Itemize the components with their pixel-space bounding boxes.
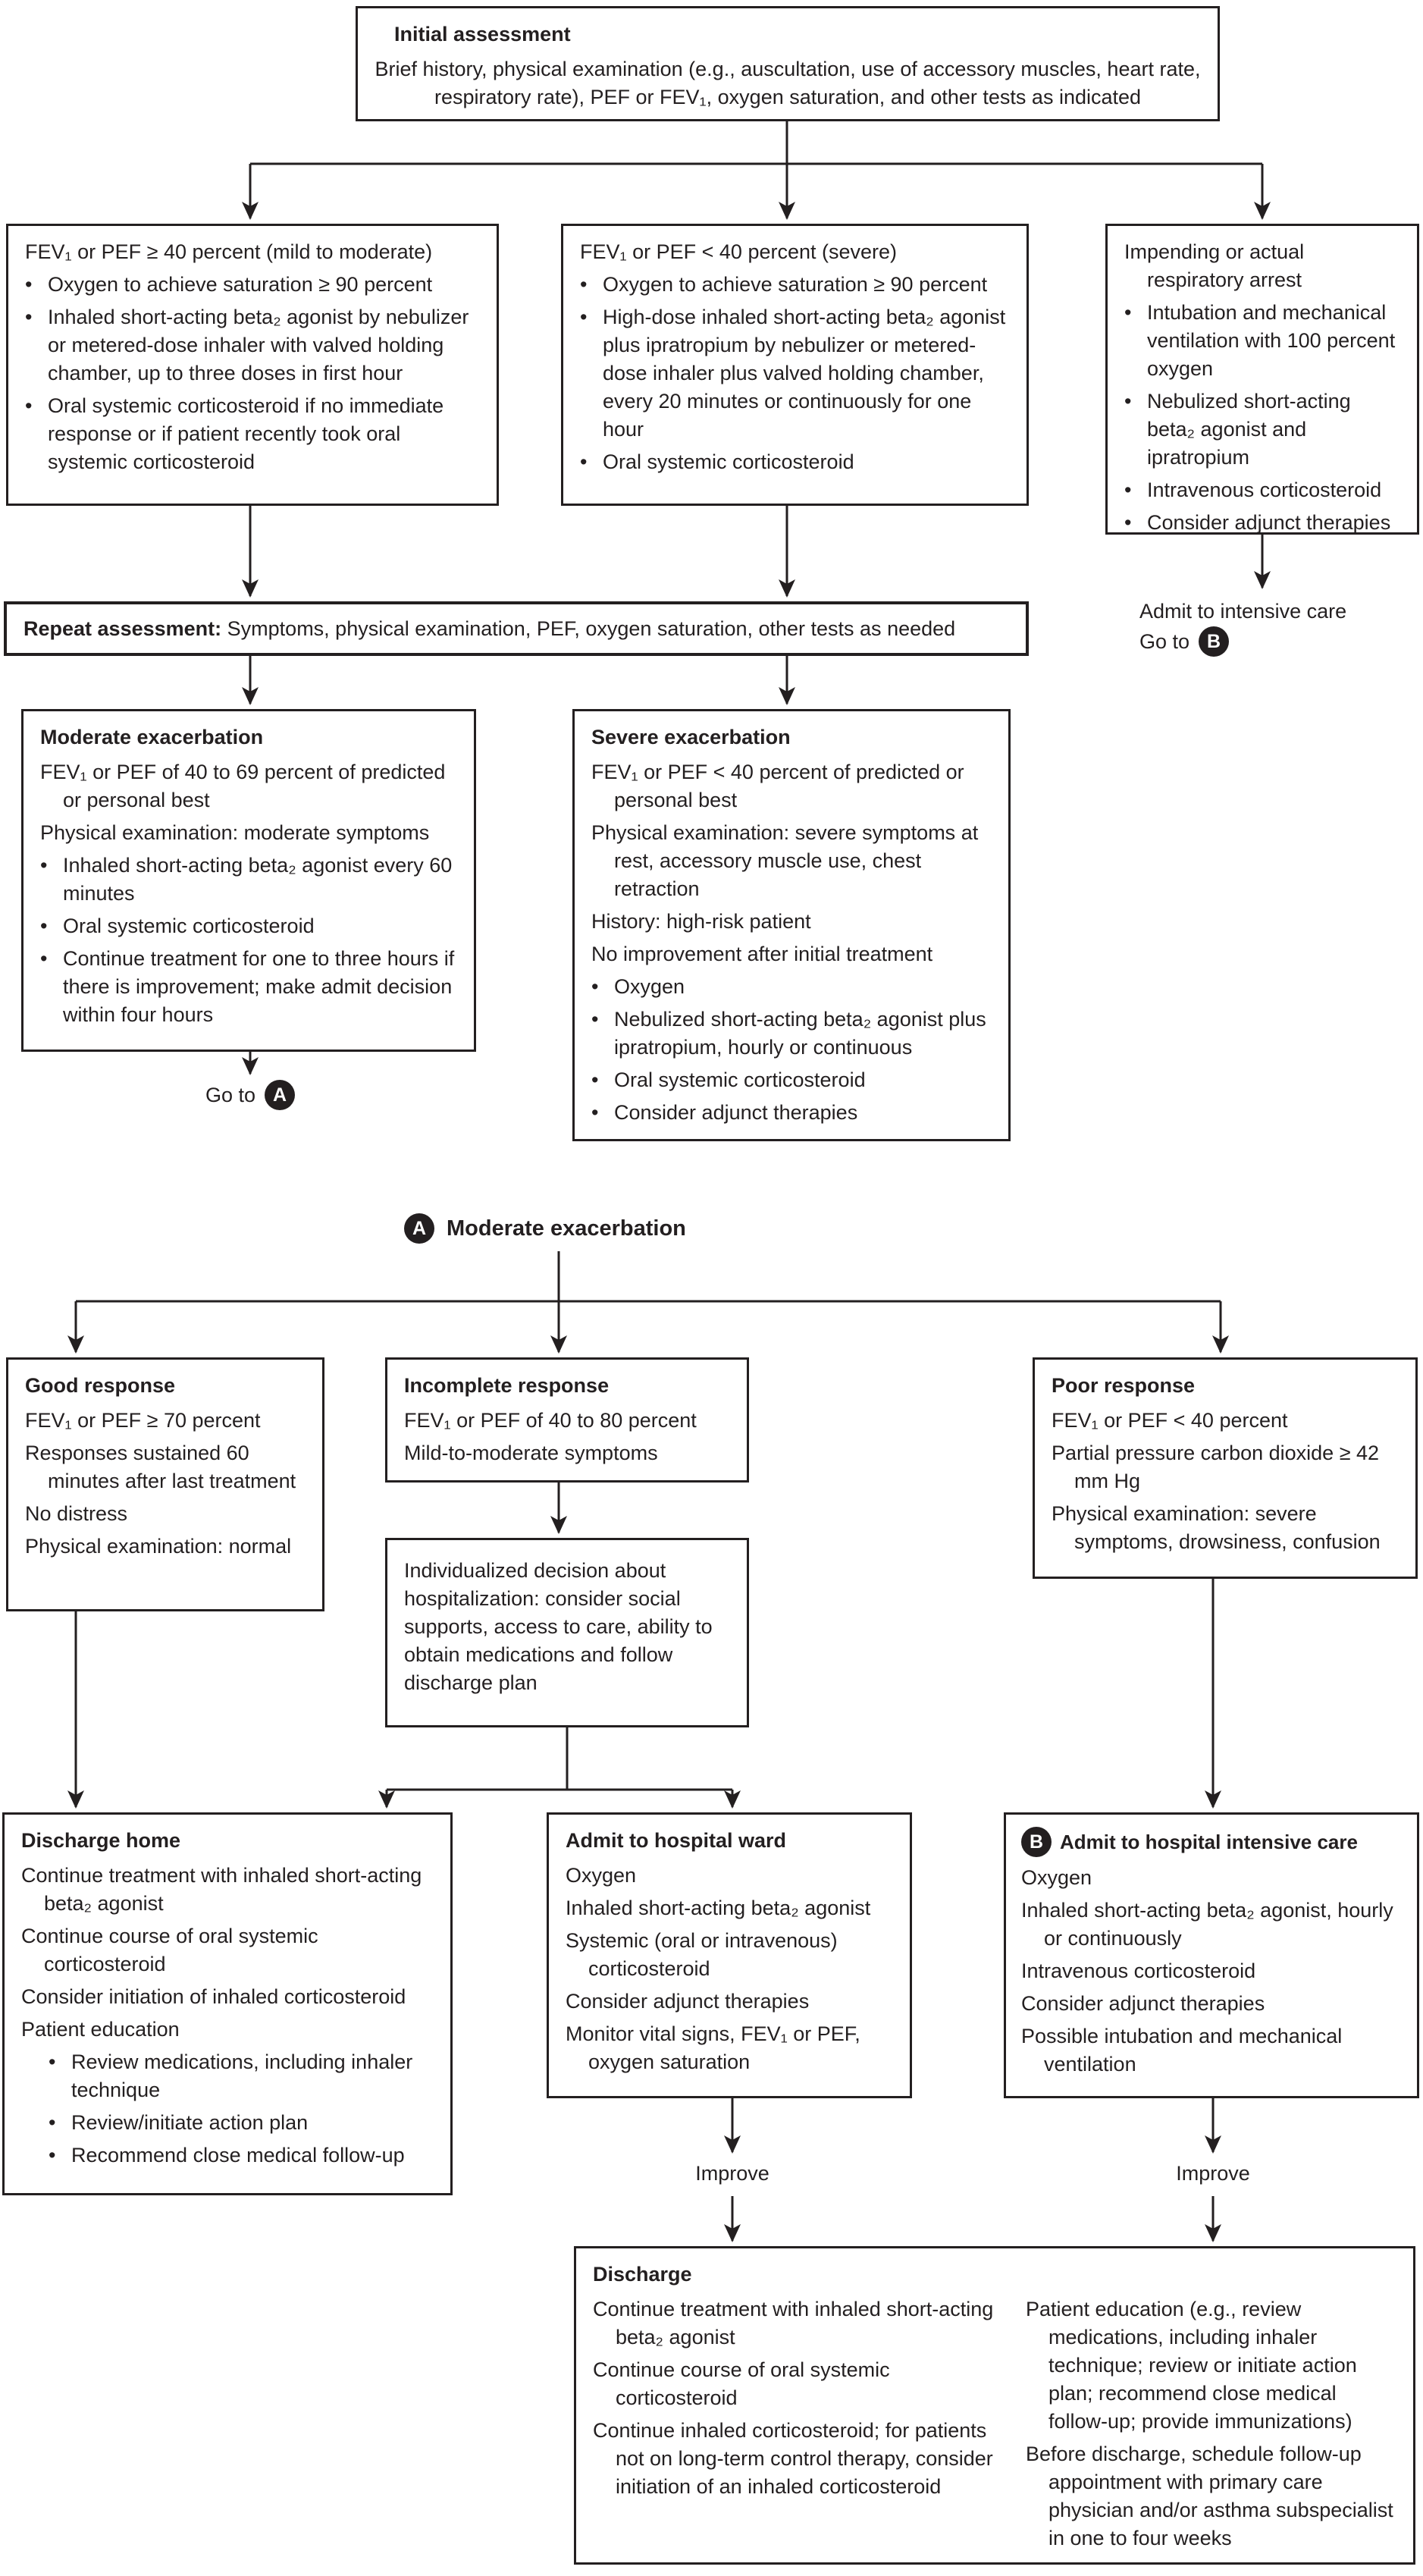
text-line: Monitor vital signs, FEV₁ or PEF, oxygen saturation: [566, 2022, 860, 2073]
text-line: FEV₁ or PEF ≥ 40 percent (mild to moderate): [25, 240, 433, 263]
text-line: FEV₁ or PEF < 40 percent of predicted or personal best: [591, 761, 964, 811]
text-line: Individualized decision about hospitalization: consider social supports, access to care, ability to obtain medications and follow discharge plan: [404, 1559, 713, 1694]
box-title: Admit to hospital ward: [566, 1829, 787, 1852]
badge-a-icon: A: [404, 1213, 434, 1244]
bullet-icon: •: [40, 915, 48, 937]
repeat-assessment-text: [24, 615, 955, 643]
bullet-icon: •: [1124, 390, 1132, 413]
box-title: Discharge: [593, 2263, 692, 2286]
text-line: Continue treatment with inhaled short-acting beta₂ agonist: [593, 2298, 994, 2349]
bullet-item: • Recommend close medical follow-up: [49, 2141, 434, 2170]
text-line: No distress: [25, 1502, 128, 1525]
text-line: FEV₁ or PEF < 40 percent (severe): [580, 240, 898, 263]
text-line: Continue course of oral systemic corticosteroid: [21, 1925, 318, 1975]
discharge-box: [574, 2246, 1415, 2565]
bullet-icon: •: [591, 1008, 599, 1031]
bullet-icon: •: [591, 1068, 599, 1091]
column-1: [593, 2295, 1006, 2552]
goto-b-text: Go to: [1139, 630, 1190, 653]
moderate-exacerbation-box: [21, 709, 476, 1052]
bullet-icon: •: [580, 273, 588, 296]
bullet-icon: •: [1124, 301, 1132, 324]
bullet-icon: •: [25, 306, 33, 328]
text-line: Before discharge, schedule follow-up appointment with primary care physician and/or asthma subspecialist in one to four weeks: [1026, 2443, 1393, 2549]
badge-b-icon: B: [1021, 1827, 1052, 1857]
text-line: Physical examination: moderate symptoms: [40, 821, 430, 844]
individualized-decision-box: [385, 1538, 749, 1727]
box-title: Severe exacerbation: [591, 726, 791, 748]
good-response-box: [6, 1357, 324, 1611]
box-title: Initial assessment: [394, 23, 571, 45]
text-line: Oxygen: [566, 1864, 637, 1887]
text-line: No improvement after initial treatment: [591, 943, 933, 965]
bullet-item: • Review medications, including inhaler technique: [49, 2048, 434, 2104]
text-line: Continue course of oral systemic corticosteroid: [593, 2358, 890, 2409]
box-title: [1021, 1827, 1403, 1857]
severe-exacerbation-box: [572, 709, 1011, 1141]
box-title: Good response: [25, 1374, 176, 1397]
bullet-item: • Oral systemic corticosteroid: [591, 1066, 992, 1094]
bullet-item: • Oral systemic corticosteroid: [40, 912, 457, 940]
columns: [593, 2295, 1396, 2552]
bullet-item: • Oral systemic corticosteroid: [580, 448, 1010, 476]
bullet-item: • Oxygen: [591, 973, 992, 1001]
column-2: [1026, 2295, 1396, 2552]
bullet-item: • Oral systemic corticosteroid if no immediate response or if patient recently took oral systemic corticosteroid: [25, 392, 480, 476]
improve-label-icu: Improve: [1176, 2162, 1250, 2185]
section-a-header: [404, 1213, 686, 1244]
text-line: History: high-risk patient: [591, 910, 811, 933]
bullet-item: • Nebulized short-acting beta₂ agonist and ipratropium: [1124, 387, 1400, 472]
box-title: Poor response: [1052, 1374, 1196, 1397]
bullet-icon: •: [25, 273, 33, 296]
text-line: Inhaled short-acting beta₂ agonist: [566, 1897, 871, 1919]
repeat-assessment-bar: [4, 601, 1029, 656]
box-title-text: Admit to hospital intensive care: [1060, 1830, 1358, 1853]
text-line: Possible intubation and mechanical ventilation: [1021, 2025, 1343, 2076]
box-title: Incomplete response: [404, 1374, 610, 1397]
text-line: Physical examination: normal: [25, 1535, 292, 1558]
bullet-item: • Consider adjunct therapies: [591, 1099, 992, 1127]
bullet-icon: •: [580, 306, 588, 328]
bullet-item: • Continue treatment for one to three hours if there is improvement; make admit decision within four hours: [40, 945, 457, 1029]
text-line: Mild-to-moderate symptoms: [404, 1442, 658, 1464]
box-title: Discharge home: [21, 1829, 181, 1852]
bullet-item: • Review/initiate action plan: [49, 2109, 434, 2137]
text-line: FEV₁ or PEF of 40 to 69 percent of predicted or personal best: [40, 761, 446, 811]
box-title: Moderate exacerbation: [40, 726, 264, 748]
bullet-item: • Consider adjunct therapies: [1124, 509, 1400, 537]
bullet-icon: •: [1124, 478, 1132, 501]
text-line: FEV₁ or PEF ≥ 70 percent: [25, 1409, 261, 1432]
bullet-item: • Nebulized short-acting beta₂ agonist plus ipratropium, hourly or continuous: [591, 1006, 992, 1062]
text-line: Intravenous corticosteroid: [1021, 1959, 1256, 1982]
bullet-item: • Oxygen to achieve saturation ≥ 90 percent: [580, 271, 1010, 299]
bullet-icon: •: [40, 947, 48, 970]
bullet-icon: •: [49, 2111, 56, 2134]
admit-intensive-care-label: [1139, 596, 1346, 657]
text-line: FEV₁ or PEF of 40 to 80 percent: [404, 1409, 697, 1432]
bullet-icon: •: [49, 2050, 56, 2073]
admit-intensive-care-text: Admit to intensive care: [1139, 600, 1347, 623]
fev-severe-box: [561, 224, 1029, 506]
bullet-item: • Inhaled short-acting beta₂ agonist by nebulizer or metered-dose inhaler with valved holding chamber, up to three doses in first hour: [25, 303, 480, 387]
badge-b-icon: B: [1199, 626, 1229, 657]
bullet-icon: •: [25, 394, 33, 417]
bullet-icon: •: [591, 1101, 599, 1124]
goto-b-row: [1139, 626, 1346, 657]
badge-a-icon: A: [265, 1080, 295, 1110]
text-line: Partial pressure carbon dioxide ≥ 42 mm Hg: [1052, 1442, 1380, 1492]
text-line: Impending or actual respiratory arrest: [1124, 240, 1305, 291]
text-line: Systemic (oral or intravenous) corticosteroid: [566, 1929, 838, 1980]
text-line: Patient education (e.g., review medications, including inhaler technique; review or initiate action plan; recommend close medical follow-up; provide immunizations): [1026, 2298, 1357, 2433]
goto-a-text: Go to: [205, 1084, 256, 1106]
fev-mild-to-moderate-box: [6, 224, 499, 506]
bullet-item: • Intubation and mechanical ventilation with 100 percent oxygen: [1124, 299, 1400, 383]
text-line: Responses sustained 60 minutes after last treatment: [25, 1442, 296, 1492]
bullet-icon: •: [40, 854, 48, 877]
text-line: Consider adjunct therapies: [566, 1990, 810, 2013]
bullet-icon: •: [591, 975, 599, 998]
bullet-item: • Inhaled short-acting beta₂ agonist every 60 minutes: [40, 852, 457, 908]
admit-intensive-care-box: [1004, 1812, 1419, 2098]
goto-a-label: [174, 1080, 326, 1110]
text-line: Consider initiation of inhaled corticosteroid: [21, 1985, 406, 2008]
text-line: Inhaled short-acting beta₂ agonist, hourly or continuously: [1021, 1899, 1393, 1950]
incomplete-response-box: [385, 1357, 749, 1483]
improve-label-ward: Improve: [695, 2162, 769, 2185]
text-line: Continue inhaled corticosteroid; for patients not on long-term control therapy, consider initiation of an inhaled corticosteroid: [593, 2419, 993, 2498]
text-line: Physical examination: severe symptoms, drowsiness, confusion: [1052, 1502, 1381, 1553]
repeat-assessment-rest: Symptoms, physical examination, PEF, oxygen saturation, other tests as needed: [227, 617, 956, 640]
bullet-icon: •: [580, 450, 588, 473]
text-line: FEV₁ or PEF < 40 percent: [1052, 1409, 1288, 1432]
poor-response-box: [1033, 1357, 1418, 1579]
text-line: Physical examination: severe symptoms at rest, accessory muscle use, chest retraction: [591, 821, 979, 900]
repeat-assessment-lead: Repeat assessment:: [24, 617, 222, 640]
text-line: Consider adjunct therapies: [1021, 1992, 1265, 2015]
initial-assessment-box: [356, 6, 1220, 121]
bullet-item: • High-dose inhaled short-acting beta₂ agonist plus ipratropium by nebulizer or metered-dose inhaler plus valved holding chamber, every 20 minutes or continuously for one hour: [580, 303, 1010, 444]
text-line: Continue treatment with inhaled short-acting beta₂ agonist: [21, 1864, 422, 1915]
bullet-item: • Intravenous corticosteroid: [1124, 476, 1400, 504]
discharge-home-box: [2, 1812, 453, 2195]
text-line: Patient education: [21, 2018, 180, 2041]
box-body: Brief history, physical examination (e.g., auscultation, use of accessory muscles, heart rate, respiratory rate), PEF or FEV₁, oxygen saturation, and other tests as indicated: [375, 58, 1201, 108]
bullet-icon: •: [49, 2144, 56, 2167]
bullet-icon: •: [1124, 511, 1132, 534]
bullet-item: • Oxygen to achieve saturation ≥ 90 percent: [25, 271, 480, 299]
text-line: Oxygen: [1021, 1866, 1092, 1889]
admit-hospital-ward-box: [547, 1812, 912, 2098]
respiratory-arrest-box: [1105, 224, 1419, 535]
section-a-title: Moderate exacerbation: [447, 1216, 686, 1241]
